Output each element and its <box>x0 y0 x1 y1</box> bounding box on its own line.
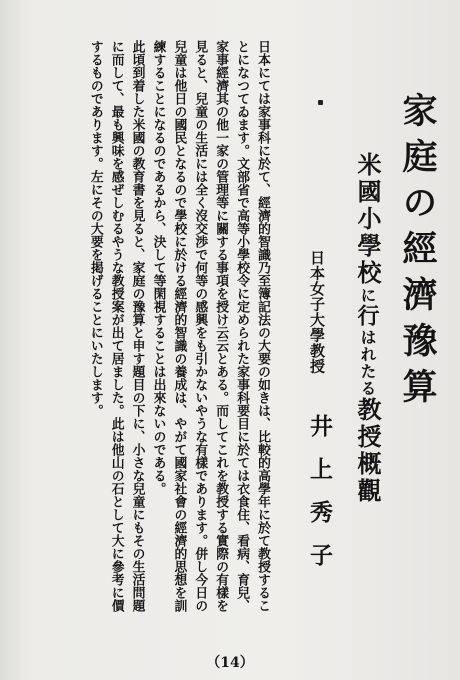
subtitle-part-1: 米國小學校 <box>353 152 382 287</box>
author-affiliation: 日本女子大學教授 <box>308 250 326 374</box>
subtitle-part-5: 教授概觀 <box>353 397 382 505</box>
author-name: 井上秀子 <box>306 414 333 586</box>
article-subtitle <box>350 152 385 505</box>
body-paragraph-2: 此頃到着した米國の教育書を見ると、家庭の豫算と申す題目の下に、小さな兒童にもその生活問題に而して、最も興味を感ぜしむるやうな教授案が出て居ました。此は他山の石として大に參考に價するものであります。左にその大要を掲げることにいたします。 <box>87 40 145 612</box>
article-title: 家庭の經濟豫算 <box>397 92 438 414</box>
subtitle-part-2: に <box>358 287 377 304</box>
article-body <box>82 40 272 612</box>
subtitle-part-4: はれたる <box>358 329 377 397</box>
section-dot-mark <box>318 100 323 105</box>
subtitle-part-3: 行 <box>354 304 380 329</box>
body-paragraph-1: 日本にては家事科に於て、經濟的智識乃至簿記法の大要の如きは、比較的高學年に於て教授することになつてゐます。文部省で高等小學校令に定められた家事科要目に於ては衣食住、看病、育兒、家事經濟其の他一家の管理等に關する事項を授け云云とある。而してこれを教授する實際の有樣を見ると、兒童の生活には全く沒交渉で何等の感興をも引かないやうな有樣であります。併し今日の兒童は他日の國民となるので學校に於ける經濟的智識の養成は、やがて國家社會の經濟的思想を訓練することになるのであるから、決して等閑視することは出來ないのである。 <box>150 40 270 612</box>
page-number: （14） <box>206 655 254 671</box>
